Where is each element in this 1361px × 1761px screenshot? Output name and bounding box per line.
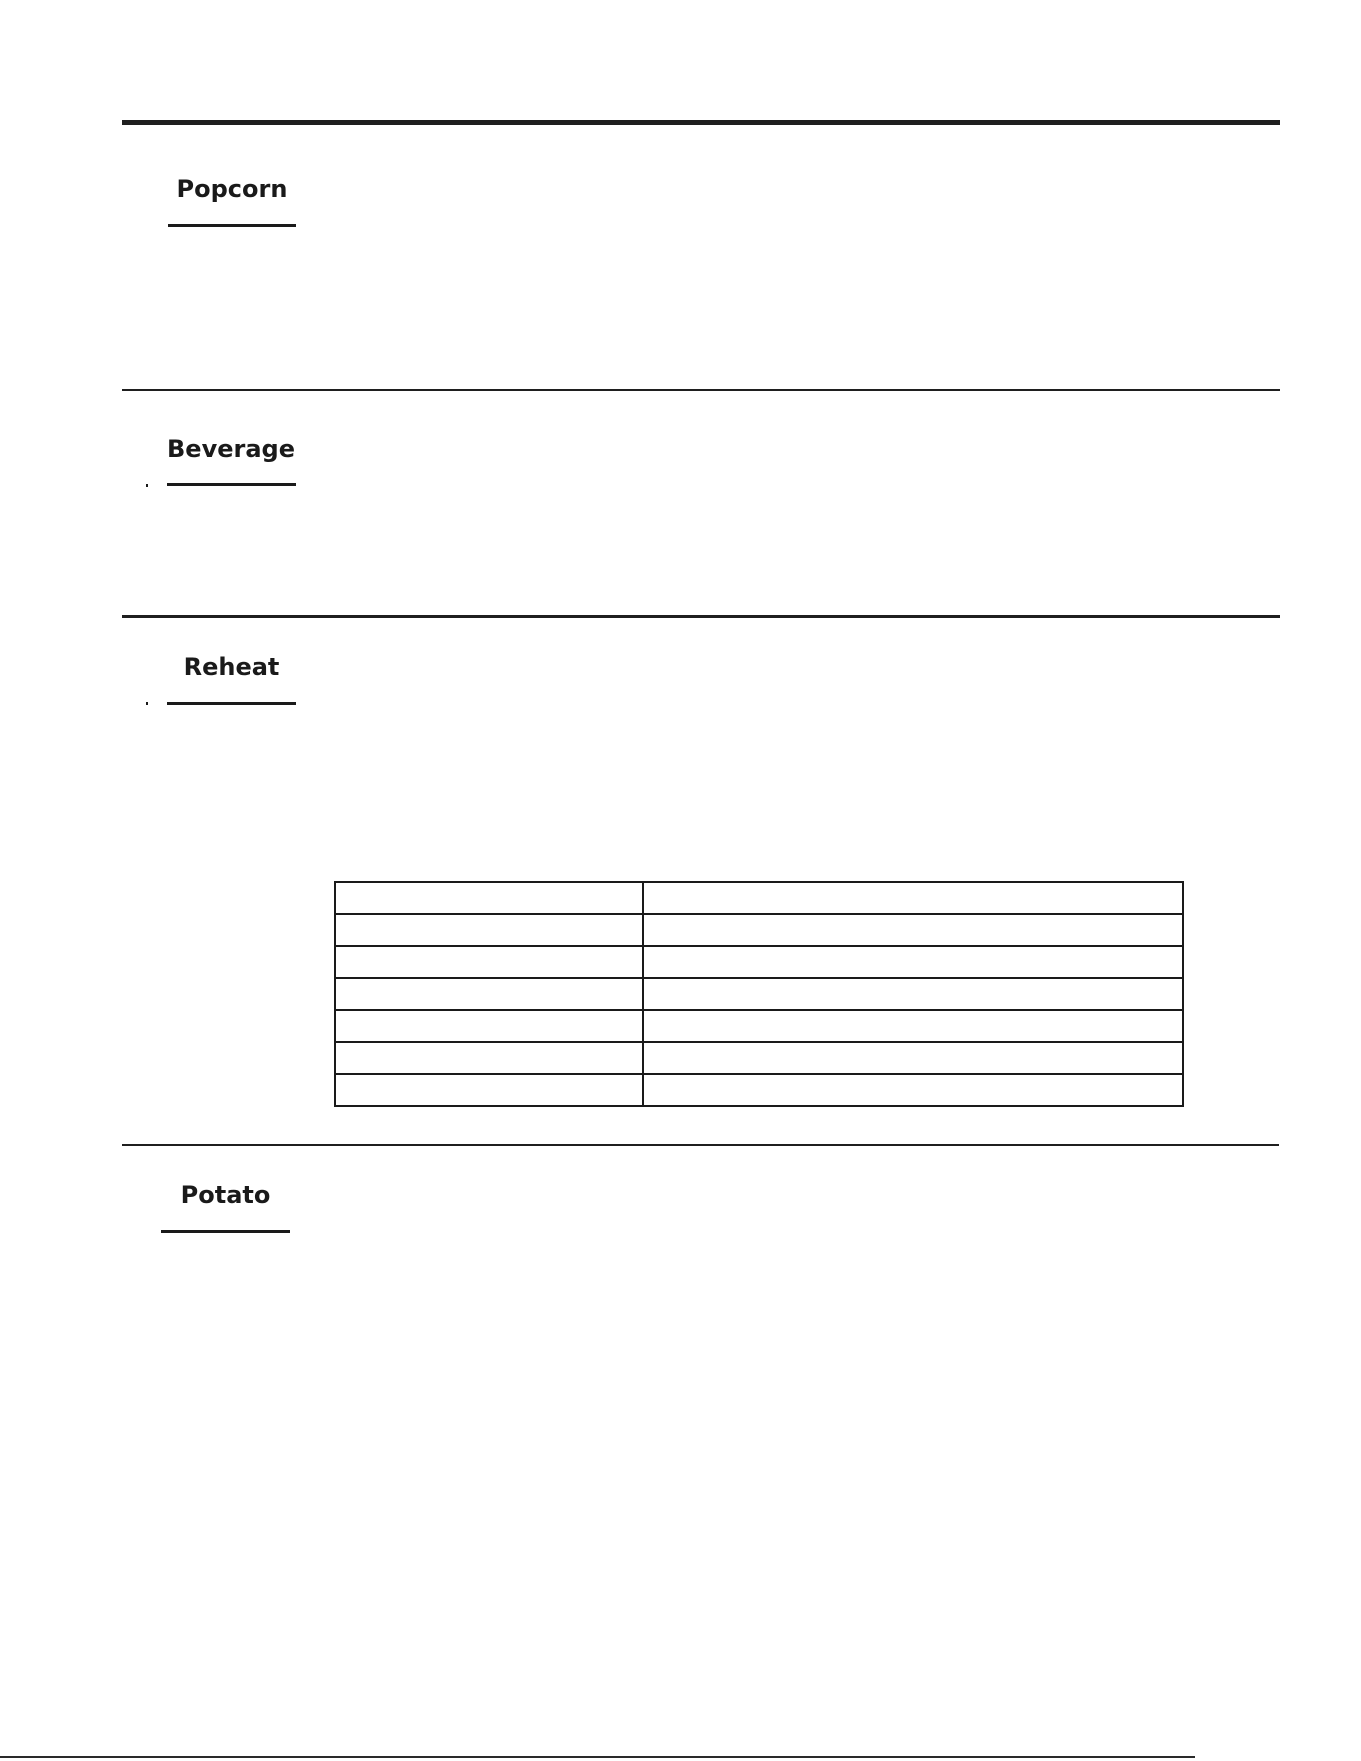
table-cell [643, 1074, 1183, 1106]
section-heading-popcorn: Popcorn [176, 175, 288, 203]
table-row [335, 914, 1183, 946]
table-cell [335, 1042, 643, 1074]
table-row [335, 978, 1183, 1010]
table-cell [335, 946, 643, 978]
table-row [335, 1042, 1183, 1074]
heading-underline [161, 1230, 290, 1233]
table-cell [643, 946, 1183, 978]
table-cell [335, 882, 643, 914]
reheat-table [334, 881, 1184, 1107]
tick-mark [146, 702, 148, 705]
heading-underline [168, 224, 296, 227]
table-cell [335, 914, 643, 946]
table-cell [643, 882, 1183, 914]
table-cell [643, 914, 1183, 946]
table-cell [335, 1010, 643, 1042]
section-divider [122, 615, 1280, 618]
table-cell [335, 1074, 643, 1106]
section-divider [122, 389, 1280, 391]
section-heading-reheat: Reheat [183, 653, 280, 681]
heading-underline [167, 483, 296, 486]
table-cell [335, 978, 643, 1010]
section-heading-beverage: Beverage [167, 435, 295, 463]
table-row [335, 946, 1183, 978]
section-divider [122, 1144, 1279, 1146]
table-cell [643, 978, 1183, 1010]
top-rule [122, 120, 1280, 125]
table-row [335, 1010, 1183, 1042]
table-row [335, 882, 1183, 914]
table-cell [643, 1042, 1183, 1074]
table-row [335, 1074, 1183, 1106]
table-cell [643, 1010, 1183, 1042]
section-heading-potato: Potato [180, 1181, 271, 1209]
bottom-rule [0, 1756, 1195, 1758]
heading-underline [167, 702, 296, 705]
tick-mark [146, 484, 148, 487]
